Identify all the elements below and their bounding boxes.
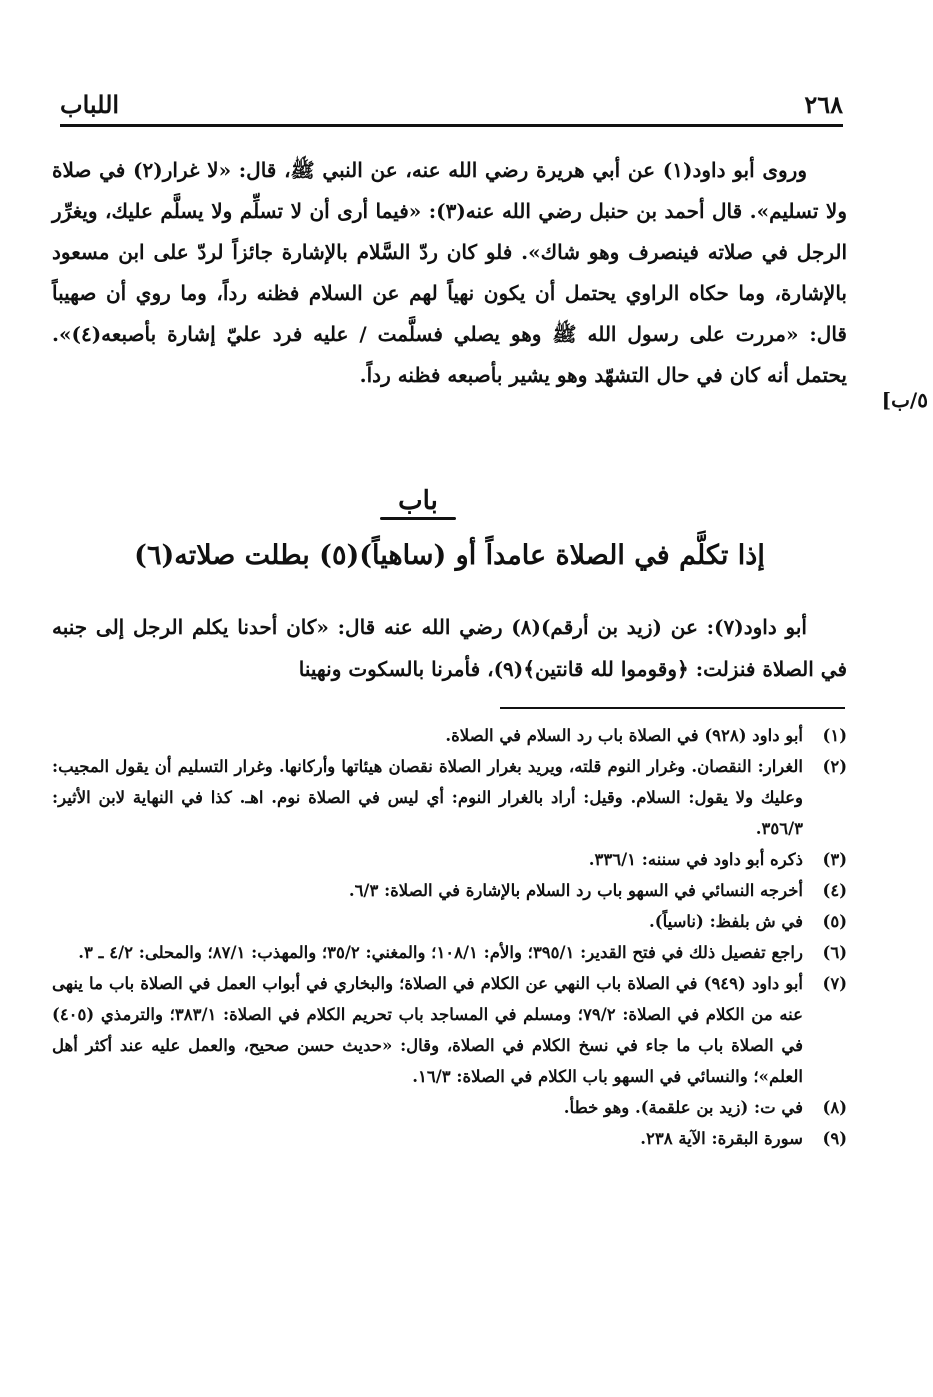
footnote-text: أبو داود (٩٤٩) في الصلاة باب النهي عن الكلام في الصلاة؛ والبخاري في أبواب العمل في الصلاة باب ما ينهى عنه من الكلام في الصلاة: ٧٩/٢؛ ومسلم في المساجد باب تحريم الكلام في الصلاة: ٣٨٣/١؛ والترمذي (٤٠٥) في الصلاة باب ما جاء في نسخ الكلام في الصلاة، وقال: «حديث حسن صحيح، والعمل عليه عند أكثر أهل العلم»؛ والنسائي في السهو باب الكلام في الصلاة: ١٦/٣.	[52, 974, 804, 1086]
section-title: إذا تكلَّم في الصلاة عامداً أو (ساهياً)(٥) بطلت صلاته(٦)	[134, 540, 765, 571]
footnote-text: في ت: (زيد بن علقمة). وهو خطأ.	[563, 1098, 803, 1117]
chapter-ornament	[376, 486, 460, 522]
footnote	[52, 875, 847, 906]
main-text	[52, 150, 847, 396]
chapter-ornament-label: باب	[398, 486, 438, 516]
footnote	[52, 906, 847, 937]
footnote-text: راجع تفصيل ذلك في فتح القدير: ٣٩٥/١؛ والأم: ١٠٨/١؛ والمغني: ٣٥/٢؛ والمهذب: ٨٧/١؛ والمحلى: ٤/٢ ـ ٣.	[78, 943, 803, 962]
footnote-text: سورة البقرة: الآية ٢٣٨.	[640, 1129, 803, 1148]
footnote	[52, 1123, 847, 1154]
page-number: ٢٦٨	[804, 90, 843, 119]
footnote-number: (٣)	[822, 850, 847, 869]
footnote-number: (٩)	[822, 1129, 847, 1148]
margin-folio-note: ٥/ب]	[881, 388, 928, 412]
footnote-text: في ش بلفظ: (ناسياً).	[649, 912, 803, 931]
footnote	[52, 968, 847, 1092]
footnote	[52, 844, 847, 875]
footnote-number: (٦)	[822, 943, 847, 962]
footnote	[52, 720, 847, 751]
footnote-text: ذكره أبو داود في سننه: ٣٣٦/١.	[588, 850, 803, 869]
footnote-number: (٨)	[822, 1098, 847, 1117]
footnote-number: (٥)	[822, 912, 847, 931]
footnote	[52, 937, 847, 968]
running-title: اللباب	[60, 90, 120, 119]
footnote	[52, 1092, 847, 1123]
footnote-text: أبو داود (٩٢٨) في الصلاة باب رد السلام في الصلاة.	[445, 726, 803, 745]
footnote-text: أخرجه النسائي في السهو باب رد السلام بالإشارة في الصلاة: ٦/٣.	[348, 881, 803, 900]
footnote-separator	[500, 707, 845, 709]
section-paragraph: أبو داود(٧): عن (زيد بن أرقم)(٨) رضي الله عنه قال: «كان أحدنا يكلم الرجل إلى جنبه في الصلاة فنزلت: ﴿وقوموا لله قانتين﴾(٩)، فأمرنا بالسكوت ونهينا	[52, 615, 847, 681]
footnote-number: (٢)	[822, 757, 847, 776]
footnote-number: (٤)	[822, 881, 847, 900]
body-paragraph: وروى أبو داود(١) عن أبي هريرة رضي الله عنه، عن النبي ﷺ، قال: «لا غرار(٢) في صلاة ولا تسليم». قال أحمد بن حنبل رضي الله عنه(٣): «فيما أرى أن لا تسلِّم ولا يسلَّم عليك، ويغرِّر الرجل في صلاته فينصرف وهو شاك». فلو كان ردّ السَّلام بالإشارة جائزاً لردّ على ابن مسعود بالإشارة، وما حكاه الراوي يحتمل أن يكون نهياً لهم عن السلام فظنه رداً، وما روي أن صهيباً قال: «مررت على رسول الله ﷺ وهو يصلي فسلَّمت / عليه فرد عليّ إشارة بأصبعه(٤)». يحتمل أنه كان في حال التشهّد وهو يشير بأصبعه فظنه رداً.	[52, 158, 847, 387]
footnotes	[52, 720, 847, 1154]
footnote-text: الغرار: النقصان. وغرار النوم قلته، ويريد بغرار الصلاة نقصان هيئاتها وأركانها. وغرار التسليم أن يقول المجيب: وعليك ولا يقول: السلام. وقيل: أراد بالغرار النوم: أي ليس في الصلاة نوم. اهـ. كذا في النهاية لابن الأثير: ٣٥٦/٣.	[52, 757, 803, 838]
footnote-number: (٧)	[822, 974, 847, 993]
footnote	[52, 751, 847, 844]
ornament-underline	[380, 517, 456, 520]
page-header	[60, 88, 843, 127]
footnote-number: (١)	[822, 726, 847, 745]
